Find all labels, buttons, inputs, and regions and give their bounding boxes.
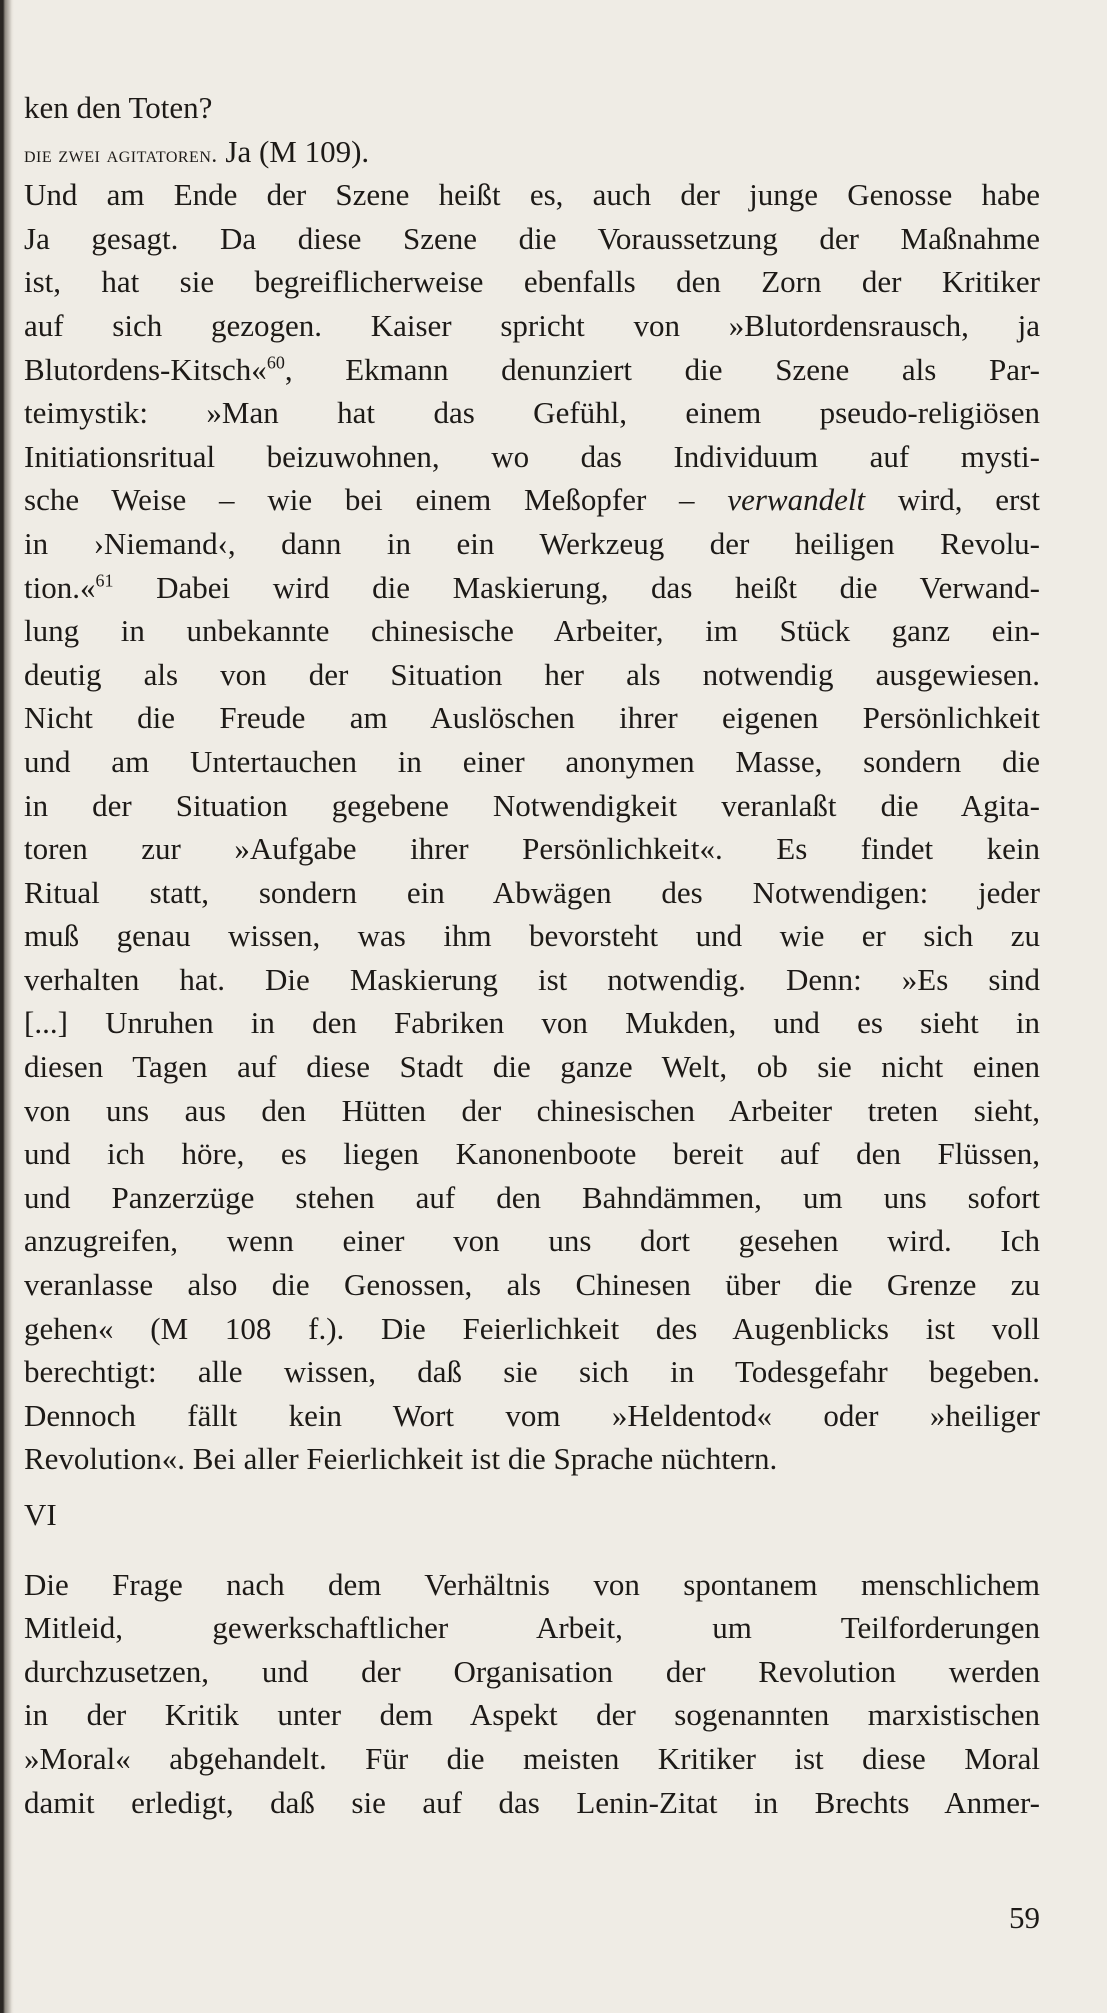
emphasis: verwandelt	[727, 482, 866, 518]
speaker-name: die zwei agitatoren.	[24, 141, 218, 167]
text-line: deutig als von der Situation her als notwendig ausgewiesen.	[24, 656, 1040, 692]
text-line: und am Untertauchen in einer anonymen Masse, sondern die	[24, 743, 1040, 779]
page-number: 59	[1009, 1900, 1040, 1935]
text-line: Initiationsritual beizuwohnen, wo das Individuum auf mysti-	[24, 438, 1040, 474]
text-line: Revolution«. Bei aller Feierlichkeit ist die Sprache nüchtern.	[24, 1441, 778, 1477]
text-line: Ritual statt, sondern ein Abwägen des Notwendigen: jeder	[24, 874, 1040, 910]
text-line: damit erledigt, daß sie auf das Lenin-Zitat in Brechts Anmer-	[24, 1784, 1040, 1820]
text-line: in ›Niemand‹, dann in ein Werkzeug der heiligen Revolu-	[24, 525, 1040, 561]
text-line: in der Situation gegebene Notwendigkeit veranlaßt die Agita-	[24, 787, 1040, 823]
text-line: diesen Tagen auf diese Stadt die ganze Welt, ob sie nicht einen	[24, 1049, 1040, 1085]
text-line: von uns aus den Hütten der chinesischen Arbeiter treten sieht,	[24, 1092, 1040, 1128]
footnote-ref: 61	[95, 570, 114, 591]
text-line: verhalten hat. Die Maskierung ist notwendig. Denn: »Es sind	[24, 961, 1040, 997]
text-line: »Moral« abgehandelt. Für die meisten Kritiker ist diese Moral	[24, 1740, 1040, 1776]
text-line: gehen« (M 108 f.). Die Feierlichkeit des Augenblicks ist voll	[24, 1310, 1040, 1346]
text-line: toren zur »Aufgabe ihrer Persönlichkeit«. Es findet kein	[24, 831, 1040, 867]
text-line: lung in unbekannte chinesische Arbeiter, im Stück ganz ein-	[24, 613, 1040, 649]
text-line: Mitleid, gewerkschaftlicher Arbeit, um Teilforderungen	[24, 1610, 1040, 1646]
footnote-ref: 60	[266, 352, 285, 373]
text-line: ist, hat sie begreiflicherweise ebenfalls den Zorn der Kritiker	[24, 264, 1040, 300]
text-line: in der Kritik unter dem Aspekt der sogenannten marxistischen	[24, 1697, 1040, 1733]
text-line: Und am Ende der Szene heißt es, auch der junge Genosse habe	[24, 177, 1040, 213]
text-line: Die Frage nach dem Verhältnis von spontanem menschlichem	[24, 1566, 1040, 1602]
text-line: ken den Toten?	[24, 90, 213, 125]
text-line: Ja gesagt. Da diese Szene die Voraussetzung der Maßnahme	[24, 220, 1040, 256]
text-line: Dennoch fällt kein Wort vom »Heldentod« oder »heiliger	[24, 1397, 1040, 1433]
speaker-line: die zwei agitatoren. Ja (M 109).	[24, 133, 370, 169]
text-line: tion.«$^{61}$ Dabei wird die Maskierung, das heißt die Verwand-	[24, 569, 1040, 605]
text-line: [...] Unruhen in den Fabriken von Mukden, und es sieht in	[24, 1005, 1040, 1041]
text-line: und Panzerzüge stehen auf den Bahndämmen, um uns sofort	[24, 1179, 1040, 1215]
text-line: und ich höre, es liegen Kanonenboote bereit auf den Flüssen,	[24, 1136, 1040, 1172]
text-line: muß genau wissen, was ihm bevorsteht und wie er sich zu	[24, 918, 1040, 954]
text-line: sche Weise – wie bei einem Meßopfer – verwandelt wird, erst	[24, 482, 1040, 518]
text-line: Nicht die Freude am Auslöschen ihrer eigenen Persönlichkeit	[24, 700, 1040, 736]
body-text	[24, 86, 1040, 1824]
text-line: auf sich gezogen. Kaiser spricht von »Blutordensrausch, ja	[24, 307, 1040, 343]
section-heading: VI	[24, 1497, 57, 1532]
text-line: veranlasse also die Genossen, als Chinesen über die Grenze zu	[24, 1267, 1040, 1303]
text-line: anzugreifen, wenn einer von uns dort gesehen wird. Ich	[24, 1223, 1040, 1259]
text-line: berechtigt: alle wissen, daß sie sich in Todesgefahr begeben.	[24, 1354, 1040, 1390]
text-line: Blutordens-Kitsch«$^{60}$, Ekmann denunziert die Szene als Par-	[24, 351, 1040, 387]
text-line: durchzusetzen, und der Organisation der Revolution werden	[24, 1653, 1040, 1689]
binding-shadow	[0, 0, 14, 2013]
text-line: teimystik: »Man hat das Gefühl, einem pseudo-religiösen	[24, 395, 1040, 431]
